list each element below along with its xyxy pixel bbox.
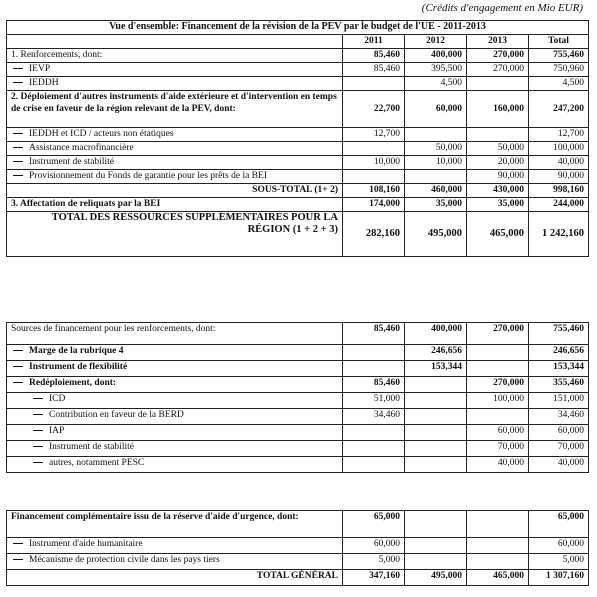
table-row: autres, notamment PESC 40,000 40,000	[7, 457, 589, 473]
dash-marker	[13, 68, 23, 69]
table-row: Marge de la rubrique 4 246,656 246,656	[7, 345, 589, 361]
table-row: IEDDH 4,500 4,500	[7, 77, 589, 91]
dash-marker	[13, 133, 23, 134]
row-label: 2. Déploiement d'autres instruments d'aide extérieure et d'intervention en temps de crise en faveur de la région relevant de la PEV, dont:	[7, 91, 343, 128]
table-row: Redéploiement, dont: 85,460 270,000 355,460	[7, 377, 589, 393]
header-total: Total	[529, 35, 589, 49]
table-row: ICD 51,000 100,000 151,000	[7, 393, 589, 409]
dash-marker	[13, 161, 23, 162]
total-row: TOTAL DES RESSOURCES SUPPLÉMENTAIRES POUR LA RÉGION (1 + 2 + 3) 282,160 495,000 465,000 1 242,160	[7, 212, 589, 257]
row-label: TOTAL DES RESSOURCES SUPPLÉMENTAIRES POUR LA RÉGION (1 + 2 + 3)	[7, 212, 343, 257]
dash-marker	[13, 147, 23, 148]
row-label: Assistance macrofinancière	[29, 143, 134, 153]
row-label: Instrument de stabilité	[49, 442, 134, 452]
dash-marker	[33, 398, 43, 399]
row-label: 3. Affectation de reliquats par la BEI	[7, 198, 343, 212]
table-row: 3. Affectation de reliquats par la BEI 174,000 35,000 35,000 244,000	[7, 198, 589, 212]
row-label: Sources de financement pour les renforcements, dont:	[7, 323, 343, 345]
subtotal-row: SOUS-TOTAL (1+ 2) 108,160 460,000 430,000 998,160	[7, 184, 589, 198]
table-row: Financement complémentaire issu de la réserve d'aide d'urgence, dont: 65,000 65,000	[7, 511, 589, 538]
table-row: Provisionnement du Fonds de garantie pour les prêts de la BEI 90,000 90,000	[7, 170, 589, 184]
row-label: autres, notamment PESC	[49, 458, 145, 468]
table-row: Contribution en faveur de la BERD 34,460 34,460	[7, 409, 589, 425]
table-row: Assistance macrofinancière 50,000 50,000 100,000	[7, 142, 589, 156]
table-row: IEDDH et ICD / acteurs non étatiques 12,700 12,700	[7, 128, 589, 142]
row-label: Instrument de stabilité	[29, 157, 114, 167]
row-label: 1. Renforcements, dont:	[7, 49, 343, 63]
header-2013: 2013	[467, 35, 529, 49]
financing-sources-table	[6, 322, 589, 473]
year-header-row	[7, 35, 589, 49]
dash-marker	[33, 446, 43, 447]
row-label: Mécanisme de protection civile dans les pays tiers	[29, 555, 220, 565]
table-row: Instrument de stabilité 70,000 70,000	[7, 441, 589, 457]
overview-table	[6, 20, 589, 257]
table-row: Sources de financement pour les renforcements, dont: 85,460 400,000 270,000 755,460	[7, 323, 589, 345]
table-row: 2. Déploiement d'autres instruments d'aide extérieure et d'intervention en temps de crise en faveur de la région relevant de la PEV, dont: 22,700 60,000 160,000 247,200	[7, 91, 589, 128]
grand-total-row: TOTAL GÉNÉRAL 347,160 495,000 465,000 1 307,160	[7, 570, 589, 586]
table-row: IAP 60,000 60,000	[7, 425, 589, 441]
row-label: Marge de la rubrique 4	[29, 346, 124, 356]
row-label: TOTAL GÉNÉRAL	[7, 570, 343, 586]
table-title-row	[7, 21, 589, 35]
row-label: IEDDH et ICD / acteurs non étatiques	[29, 129, 174, 139]
row-label: Provisionnement du Fonds de garantie pour les prêts de la BEI	[29, 171, 267, 181]
header-2012: 2012	[405, 35, 467, 49]
units-note: (Crédits d'engagement en Mio EUR)	[421, 2, 583, 14]
dash-marker	[33, 462, 43, 463]
dash-marker	[13, 382, 23, 383]
dash-marker	[33, 414, 43, 415]
row-label: ICD	[49, 394, 66, 404]
emergency-reserve-table	[6, 510, 589, 586]
table-row: Instrument de stabilité 10,000 10,000 20,000 40,000	[7, 156, 589, 170]
row-label: IEVP	[29, 64, 51, 74]
dash-marker	[13, 366, 23, 367]
table-title: Vue d'ensemble: Financement de la révision de la PEV par le budget de l'UE - 2011-2013	[7, 21, 589, 35]
row-label: Instrument de flexibilité	[29, 362, 128, 372]
row-label: Financement complémentaire issu de la réserve d'aide d'urgence, dont:	[7, 511, 343, 538]
dash-marker	[33, 430, 43, 431]
table-row: IEVP 85,460 395,500 270,000 750,960	[7, 63, 589, 77]
table-row: Instrument de flexibilité 153,344 153,344	[7, 361, 589, 377]
table-row: Mécanisme de protection civile dans les pays tiers 5,000 5,000	[7, 554, 589, 570]
row-label: SOUS-TOTAL (1+ 2)	[7, 184, 343, 198]
dash-marker	[13, 82, 23, 83]
row-label: Instrument d'aide humanitaire	[29, 539, 143, 549]
row-label: Contribution en faveur de la BERD	[49, 410, 184, 420]
row-label: IEDDH	[29, 78, 59, 88]
dash-marker	[13, 175, 23, 176]
dash-marker	[13, 350, 23, 351]
dash-marker	[13, 559, 23, 560]
table-row: 1. Renforcements, dont: 85,460 400,000 270,000 755,460	[7, 49, 589, 63]
dash-marker	[13, 543, 23, 544]
row-label: Redéploiement, dont:	[29, 378, 117, 388]
header-2011: 2011	[343, 35, 405, 49]
row-label: IAP	[49, 426, 65, 436]
table-row: Instrument d'aide humanitaire 60,000 60,000	[7, 538, 589, 554]
